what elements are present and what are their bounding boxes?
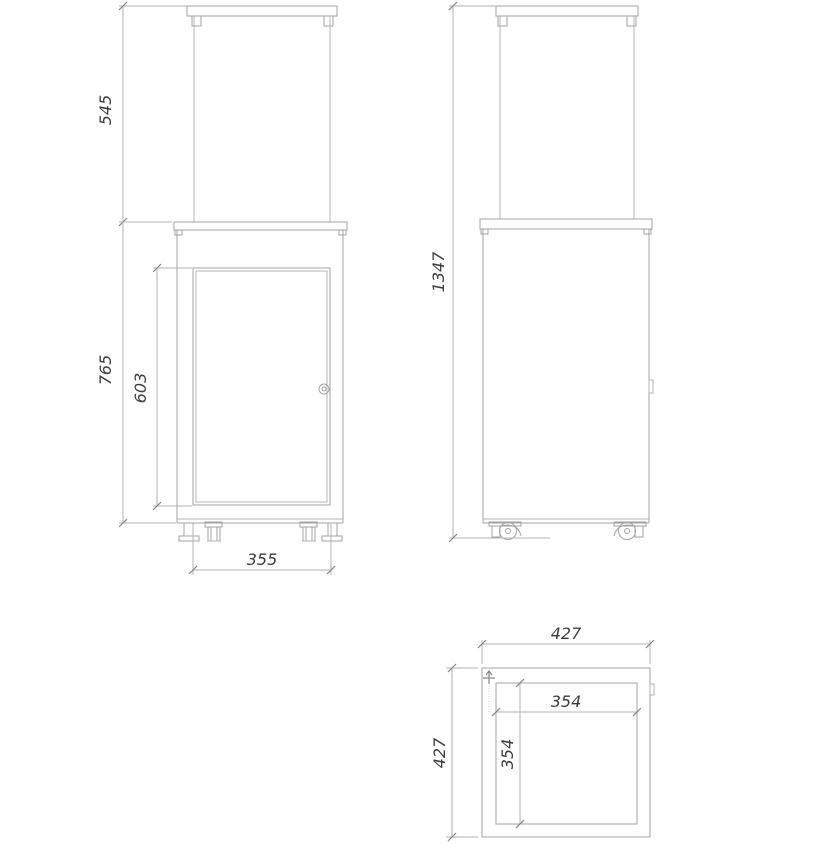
front-caster-right [300,522,317,541]
dim-label-total-height: 1347 [429,251,448,293]
side-caster-right-hub [625,529,630,534]
front-body [177,230,343,523]
side-caster-right [614,522,646,540]
side-glass-cap [496,6,638,16]
front-view [96,2,347,575]
front-door [193,268,330,505]
plan-view [430,624,654,841]
dim-label-plan-outer-depth: 427 [430,737,449,769]
front-door-inner-line [196,271,327,502]
plan-corner-marker [483,671,495,712]
dim-plan-inner-width [492,692,641,716]
front-foot-right [322,523,342,541]
side-cap-clip-left [498,16,507,26]
dim-total-height [429,2,550,542]
dim-plan-outer-width [478,624,654,664]
dim-label-glass-height: 545 [96,94,115,126]
side-door-knob [649,380,653,393]
dim-plan-outer-depth [430,664,478,841]
front-cap-clip-right [324,16,333,26]
door-knob-center [322,387,326,391]
side-lid-tab-right [644,229,651,234]
dim-glass-height [96,2,187,226]
side-cap-clip-right [627,16,636,26]
dim-label-plan-inner-depth: 354 [498,738,517,770]
side-view [429,2,653,542]
dim-door-height [131,264,192,510]
side-caster-left [489,522,521,540]
dim-label-plan-inner-width: 354 [550,692,582,711]
dim-plan-inner-depth [498,679,524,828]
dim-label-front-width: 355 [246,550,278,569]
side-body [483,229,649,523]
front-lid-tab-left [175,230,182,235]
side-lid [480,219,652,229]
dim-label-plan-outer-width: 427 [550,624,582,643]
front-lid [174,222,347,230]
side-lid-tab-left [481,229,488,234]
plan-door-knob [650,684,654,695]
dim-label-door-height: 603 [131,372,150,404]
side-caster-left-hub [506,529,511,534]
dim-label-body-height: 765 [96,354,115,386]
front-caster-left [205,522,222,541]
front-foot-left [179,523,199,541]
front-cap-clip-left [192,16,201,26]
front-glass-cap [187,6,337,16]
